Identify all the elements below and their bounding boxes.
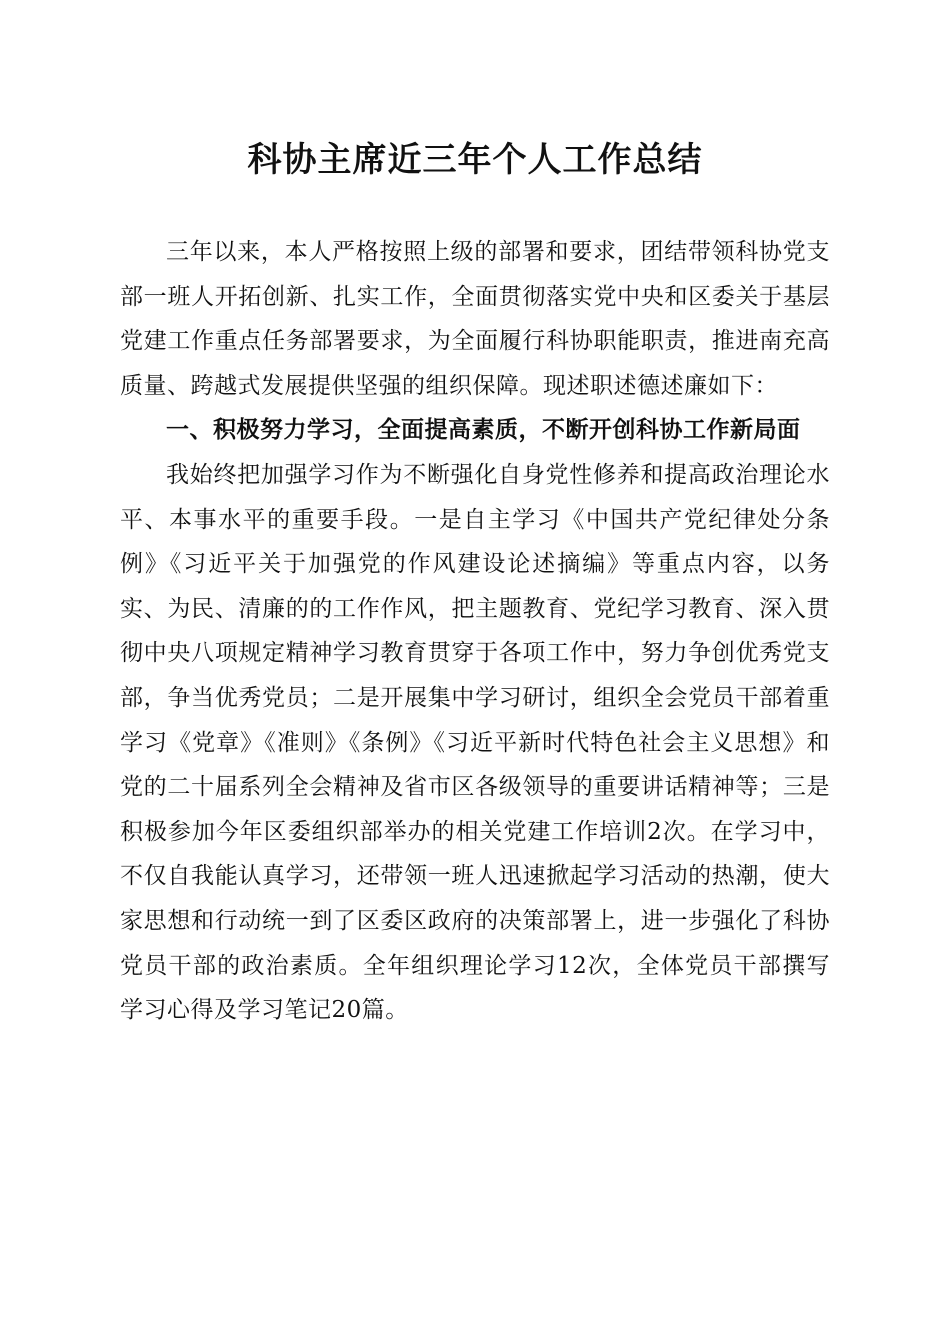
intro-paragraph: 三年以来，本人严格按照上级的部署和要求，团结带领科协党支部一班人开拓创新、扎实工作，全面贯彻落实党中央和区委关于基层党建工作重点任务部署要求，为全面履行科协职能职责，推进南充高质量、跨越式发展提供坚强的组织保障。现述职述德述廉如下： [120,239,830,399]
section-paragraph: 我始终把加强学习作为不断强化自身党性修养和提高政治理论水平、本事水平的重要手段。一是自主学习《中国共产党纪律处分条例》《习近平关于加强党的作风建设论述摘编》等重点内容，以务实、为民、清廉的的工作作风，把主题教育、党纪学习教育、深入贯彻中央八项规定精神学习教育贯穿于各项工作中，努力争创优秀党支部，争当优秀党员；二是开展集中学习研讨，组织全会党员干部着重学习《党章》《准则》《条例》《习近平新时代特色社会主义思想》和党的二十届系列全会精神及省市区各级领导的重要讲话精神等；三是积极参加今年区委组织部举办的相关党建工作培训2次。在学习中，不仅自我能认真学习，还带领一班人迅速掀起学习活动的热潮，使大家思想和行动统一到了区委区政府的决策部署上，进一步强化了科协党员干部的政治素质。全年组织理论学习12次，全体党员干部撰写学习心得及学习笔记20篇。 [120,461,830,1024]
section-heading: 一、积极努力学习，全面提高素质，不断开创科协工作新局面 [166,417,801,444]
document-body [120,230,830,1033]
document-title: 科协主席近三年个人工作总结 [247,140,703,180]
